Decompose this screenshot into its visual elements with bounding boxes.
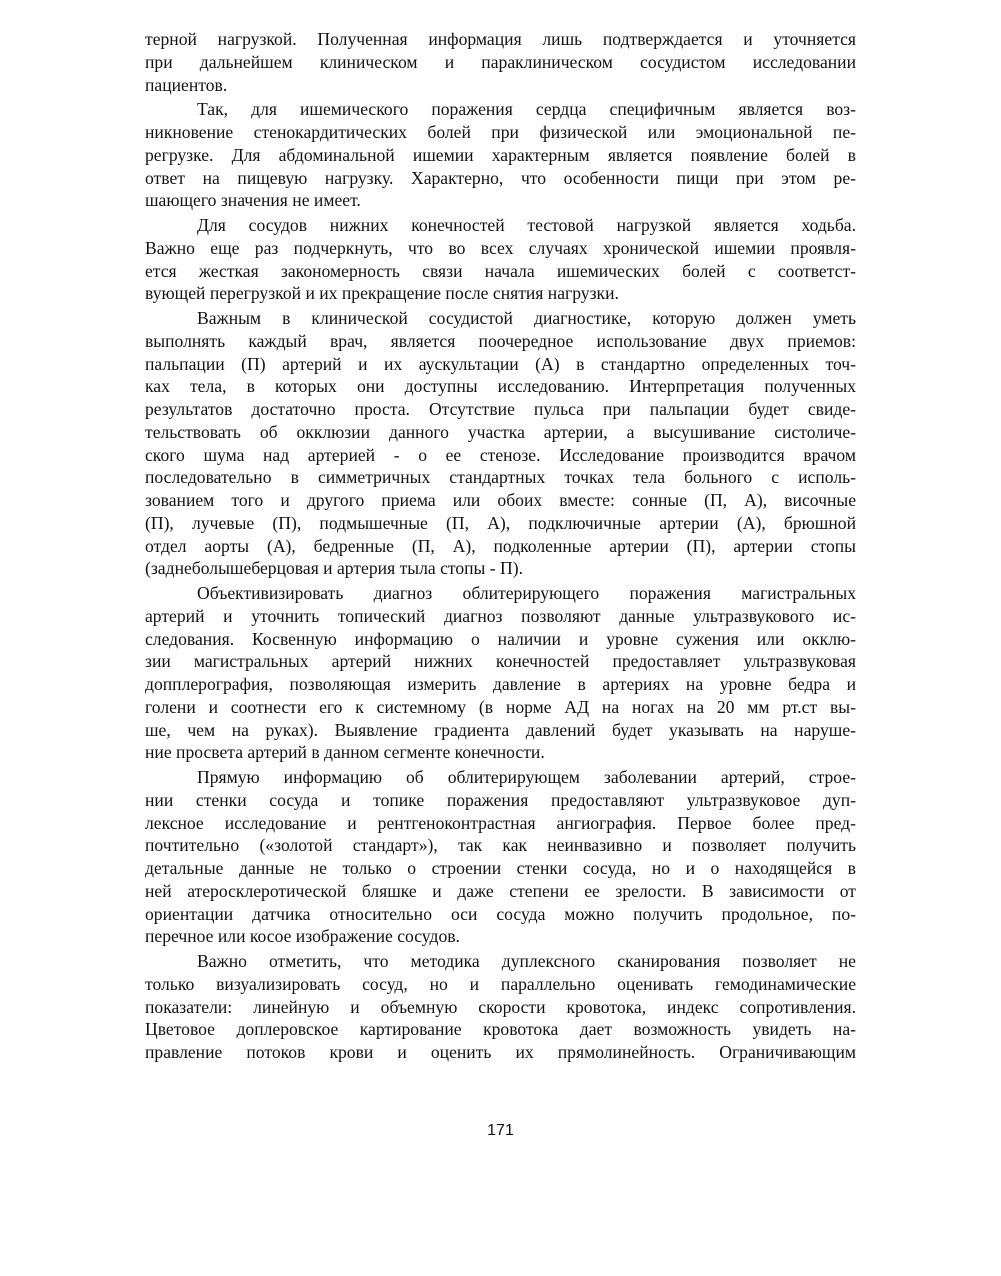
text-line: Прямую информацию об облитерирующем заболевании артерий, строе- [197,767,856,787]
text-line: зованием того и другого приема или обоих вместе: сонные (П, А), височные [145,490,856,510]
text-line: ется жесткая закономерность связи начала ишемических болей с соответст- [145,260,856,281]
text-line: нии стенки сосуда и топике поражения предоставляют ультразвуковое дуп- [145,789,856,810]
text-line: правление потоков крови и оценить их прямолинейность. Ограничивающим [145,1042,856,1062]
paragraph [145,28,856,96]
text-line: голени и соотнести его к системному (в норме АД на ногах на 20 мм рт.ст вы- [145,696,856,717]
text-line: Для сосудов нижних конечностей тестовой нагрузкой является ходьба. [197,215,856,235]
paragraph [145,582,856,764]
text-line: терной нагрузкой. Полученная информация лишь подтверждается и уточняется [145,29,856,49]
paragraph [145,950,856,1064]
text-line: перечное или косое изображение сосудов. [145,926,460,947]
paragraph [145,307,856,580]
text-line: результатов достаточно проста. Отсутствие пульса при пальпации будет свиде- [145,399,856,419]
text-line: ского шума над артерией - о ее стенозе. Исследование производится врачом [145,444,856,465]
text-line: ней атеросклеротической бляшке и даже степени ее зрелости. В зависимости от [145,880,856,901]
text-line: ше, чем на руках). Выявление градиента давлений будет указывать на наруше- [145,719,856,740]
text-line: артерий и уточнить топический диагноз позволяют данные ультразвукового ис- [145,605,856,626]
text-line: только визуализировать сосуд, но и параллельно оценивать гемодинамические [145,973,856,994]
text-line: тельствовать об окклюзии данного участка артерии, а высушивание систоличе- [145,421,856,442]
text-line: ответ на пищевую нагрузку. Характерно, что особенности пищи при этом ре- [145,167,856,188]
text-line: при дальнейшем клиническом и параклиническом сосудистом исследовании [145,51,856,72]
text-line: Важно еще раз подчеркнуть, что во всех случаях хронической ишемии проявля- [145,237,856,258]
text-line: (П), лучевые (П), подмышечные (П, А), подключичные артерии (А), брюшной [145,512,856,533]
paragraph [145,98,856,212]
text-line: Объективизировать диагноз облитерирующего поражения магистральных [197,583,856,603]
text-line: лексное исследование и рентгеноконтрастная ангиография. Первое более пред- [145,812,856,833]
text-line: никновение стенокардитических болей при физической или эмоциональной пе- [145,122,856,142]
text-line: последовательно в симметричных стандартных точках тела больного с исполь- [145,467,856,488]
text-line: Так, для ишемического поражения сердца специфичным является воз- [197,99,856,120]
text-line: Важным в клинической сосудистой диагностике, которую должен уметь [197,308,856,328]
text-line: шающего значения не имеет. [145,190,361,211]
text-line: Важно отметить, что методика дуплексного сканирования позволяет не [197,951,856,971]
text-line: следования. Косвенную информацию о наличии и уровне сужения или окклю- [145,628,856,649]
page-number: 171 [487,1122,514,1139]
text-line: выполнять каждый врач, является поочередное использование двух приемов: [145,330,856,351]
page-body [145,28,856,1066]
text-line: регрузке. Для абдоминальной ишемии характерным является появление болей в [145,144,856,165]
text-line: детальные данные не только о строении стенки сосуда, но и о находящейся в [145,858,856,878]
text-line: Цветовое доплеровское картирование кровотока дает возможность увидеть на- [145,1019,856,1040]
text-line: допплерография, позволяющая измерить давление в артериях на уровне бедра и [145,674,856,694]
paragraph [145,214,856,305]
text-line: пациентов. [145,74,228,95]
paragraph [145,766,856,948]
text-line: показатели: линейную и объемную скорости кровотока, индекс сопротивления. [145,996,856,1017]
text-line: ках тела, в которых они доступны исследованию. Интерпретация полученных [145,376,856,397]
text-line: отдел аорты (А), бедренные (П, А), подколенные артерии (П), артерии стопы [145,535,856,556]
text-line: почтительно («золотой стандарт»), так как неинвазивно и позволяет получить [145,835,856,856]
text-line: ориентации датчика относительно оси сосуда можно получить продольное, по- [145,903,856,924]
text-line: (заднеболышеберцовая и артерия тыла стопы - П). [145,558,523,579]
text-line: ние просвета артерий в данном сегменте конечности. [145,742,545,763]
text-line: зии магистральных артерий нижних конечностей предоставляет ультразвуковая [145,651,856,672]
text-line: вующей перегрузкой и их прекращение после снятия нагрузки. [145,283,619,304]
text-line: пальпации (П) артерий и их аускультации (А) в стандартно определенных точ- [145,353,856,374]
